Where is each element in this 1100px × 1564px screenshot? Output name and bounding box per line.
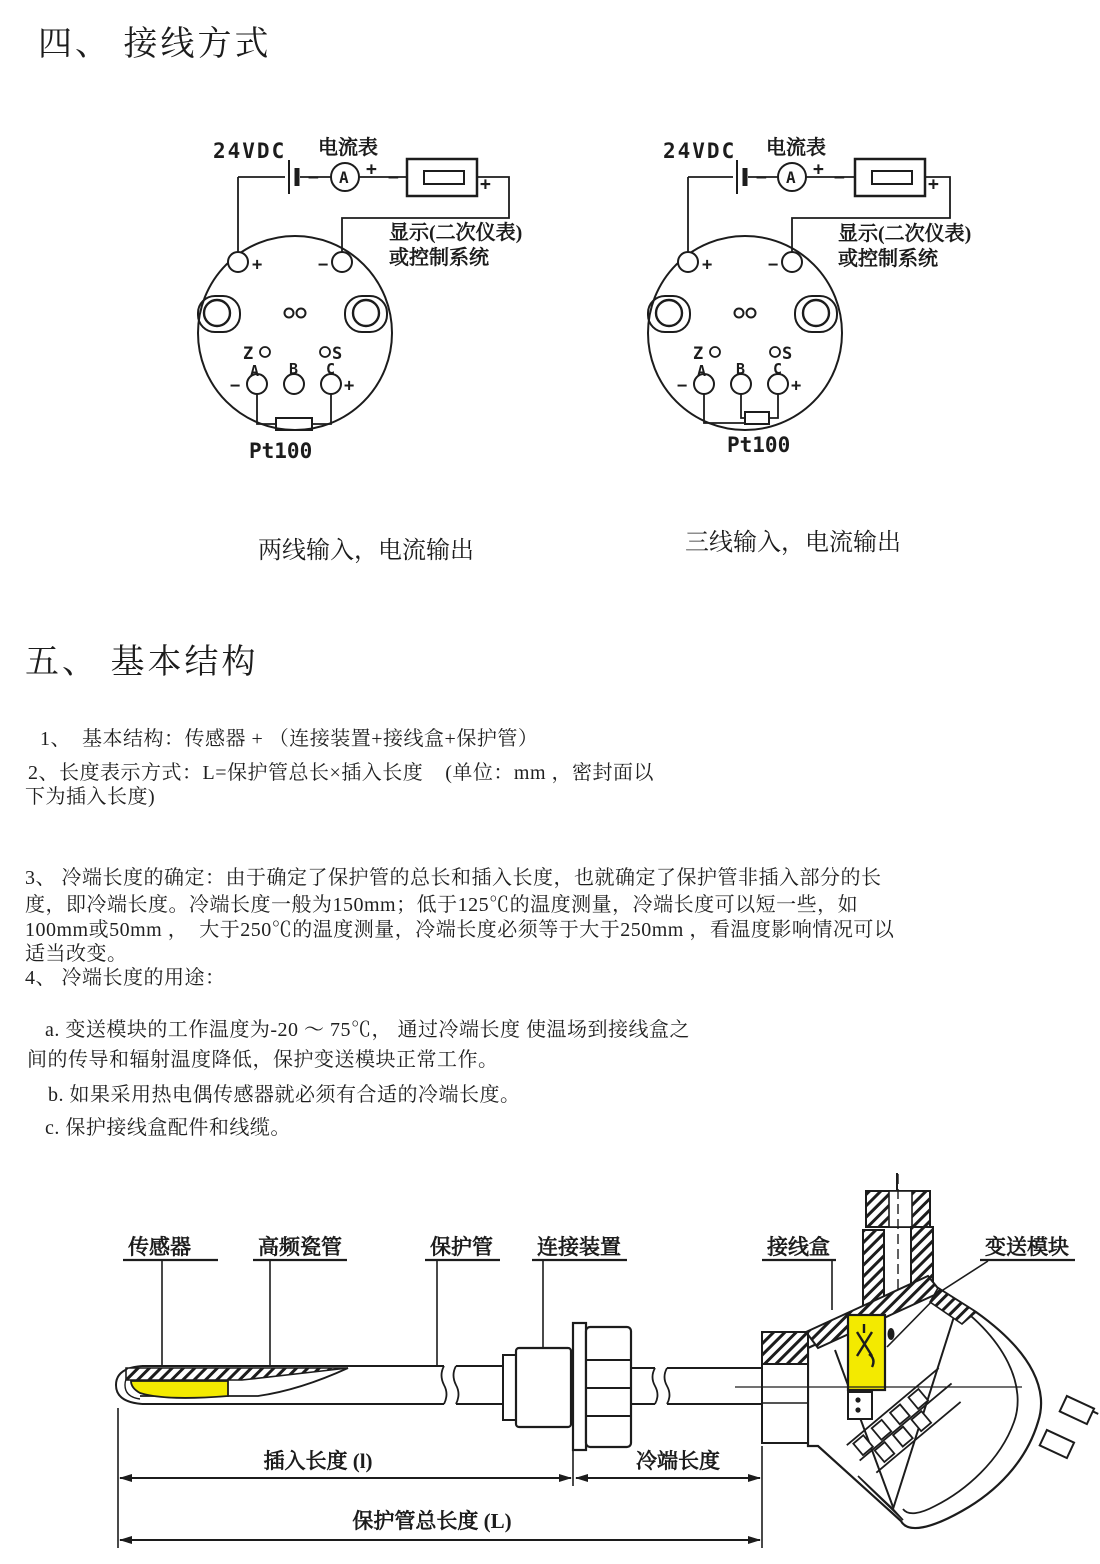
two-wire-caption: 两线输入，电流输出 [258,538,474,564]
module-label: 变送模块 [985,1235,1069,1259]
minus-sign: − [834,167,845,188]
connection-device [503,1323,631,1450]
junction-box [735,1173,1100,1528]
cover-screw [1040,1430,1074,1458]
display-label-2: 或控制系统 [838,248,938,270]
plus-sign: + [928,174,939,195]
plus-sign: + [252,255,263,275]
body-line: a. 变送模块的工作温度为-20 ～ 75℃， 通过冷端长度 使温场到接线盒之 [45,1019,691,1041]
plus-sign: + [702,255,713,275]
ammeter-symbol: A [786,168,796,187]
pt100-label: Pt100 [249,439,313,463]
junction-box-label: 接线盒 [767,1235,830,1259]
minus-sign: − [308,167,319,188]
ammeter-symbol: A [339,168,349,187]
terminal-c-label: C [773,360,783,378]
cold-end-tube [631,1365,762,1407]
ceramic-label: 高频瓷管 [258,1235,342,1259]
ammeter-label: 电流表 [318,137,378,159]
plus-sign: + [791,376,802,396]
minus-sign: − [230,376,241,396]
display-box [855,159,925,196]
sensor-wire [257,394,276,424]
minus-sign: − [756,167,767,188]
minus-sign: − [677,376,688,396]
terminal-c-label: C [326,360,336,378]
section4-title: 四、 接线方式 [38,26,272,63]
body-line: 下为插入长度) [25,786,156,808]
minus-sign: − [318,255,329,275]
wiring-diagrams [0,120,1100,610]
body-line: b. 如果采用热电偶传感器就必须有合适的冷端长度。 [48,1084,521,1106]
display-label-1: 显示(二次仪表) [838,223,972,245]
terminal-a-label: A [697,362,707,380]
terminal-z-label: Z [243,344,254,364]
structure-diagram [0,1164,1100,1564]
plus-sign: + [813,159,824,180]
display-box [407,159,477,196]
ceramic-tube-section [126,1368,348,1380]
body-line: 1、 基本结构：传感器 + （连接装置+接线盒+保护管） [40,728,539,750]
body-line: 度，即冷端长度。冷端长度一般为150mm；低于125℃的温度测量，冷端长度可以短一些，如 [25,894,859,916]
body-line: 间的传导和辐射温度降低，保护变送模块正常工作。 [27,1049,499,1071]
three-wire-caption: 三线输入，电流输出 [685,530,901,556]
pt100-label: Pt100 [727,433,791,457]
insert-length-label: 插入长度 (l) [263,1449,373,1473]
plus-sign: + [366,159,377,180]
terminal-a-label: A [250,362,260,380]
body-line: 4、 冷端长度的用途： [25,967,226,989]
sensor-wire [704,394,745,423]
supply-label: 24VDC [663,139,737,163]
sensor-element [131,1381,228,1398]
total-length-label: 保护管总长度 (L) [352,1509,512,1533]
ammeter-label: 电流表 [766,137,826,159]
body-line: c. 保护接线盒配件和线缆。 [45,1117,291,1139]
display-label-1: 显示(二次仪表) [389,222,523,244]
terminal-b-label: B [289,360,299,378]
terminal-z-label: Z [693,344,704,364]
minus-sign: − [768,255,779,275]
terminal-s-label: S [332,344,343,364]
body-line: 2、长度表示方式：L=保护管总长×插入长度 (单位：mm ，密封面以 [28,762,655,784]
terminal-b-label: B [736,360,746,378]
tube-break [442,1363,459,1407]
tube-label: 保护管 [430,1235,493,1259]
terminal-s-label: S [782,344,793,364]
minus-sign: − [388,167,399,188]
plus-sign: + [344,376,355,396]
display-label-2: 或控制系统 [389,247,489,269]
body-line: 适当改变。 [25,943,128,965]
sensor-label: 传感器 [128,1235,191,1259]
cold-length-label: 冷端长度 [636,1449,720,1473]
body-line: 100mm或50mm ， 大于250℃的温度测量，冷端长度必须等于大于250mm ，看温度影响情况可以 [25,919,895,941]
connector-label: 连接装置 [537,1235,621,1259]
plus-sign: + [480,174,491,195]
body-line: 3、 冷端长度的确定：由于确定了保护管的总长和插入长度，也就确定了保护管非插入部分的长 [25,867,882,889]
cover-screw [1060,1396,1100,1427]
supply-label: 24VDC [213,139,287,163]
section5-title: 五、 基本结构 [25,644,259,681]
pt100-resistor [745,412,769,424]
